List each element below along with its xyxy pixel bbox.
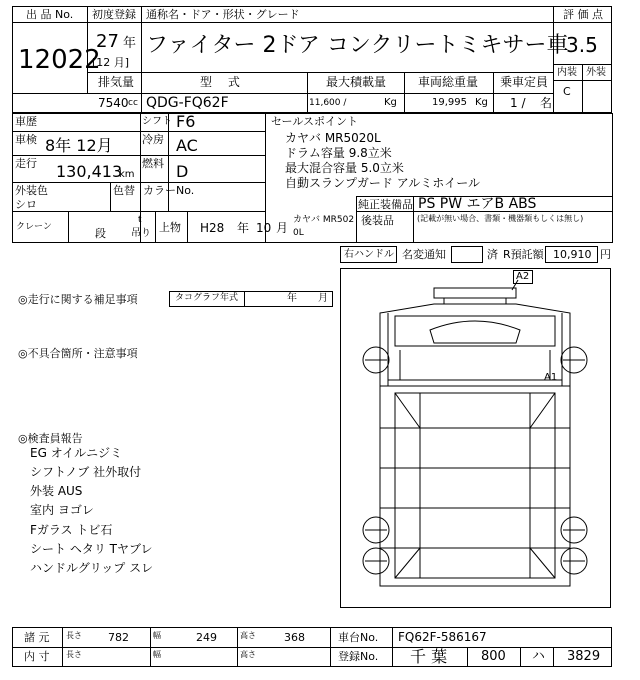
yen-label: 円 xyxy=(600,248,611,261)
sales-point-line: 最大混合容量 5.0立米 xyxy=(285,161,404,175)
lot-number: 12022 xyxy=(18,45,101,75)
inspector-line: 外装 AUS xyxy=(30,484,83,498)
color-label: 外装色 xyxy=(15,184,48,197)
first-reg-month: [12 月] xyxy=(92,56,130,69)
capacity-label: 乗車定員 xyxy=(500,75,549,89)
inspector-line: シフトノブ 社外取付 xyxy=(30,465,142,479)
type-value: QDG-FQ62F xyxy=(146,95,229,111)
body-label: 上物 xyxy=(159,221,181,234)
gross-weight-label: 車両総重量 xyxy=(418,75,479,89)
supplement-label: ◎走行に関する補足事項 xyxy=(18,293,138,306)
score-label: 評 価 点 xyxy=(563,8,603,21)
fuel-label: 燃料 xyxy=(142,157,164,170)
steering-value: 右ハンドル xyxy=(344,249,394,260)
inspection-label: 車検 xyxy=(15,133,37,146)
interior-dims-label: 内 寸 xyxy=(24,650,50,663)
tachograph-label: タコグラフ年式 xyxy=(175,293,239,303)
body-year: H28 xyxy=(200,221,225,235)
lot-label: 出 品 No. xyxy=(26,8,74,21)
model-label: 通称名・ドア・形状・グレード xyxy=(146,8,300,21)
color-no-label: カラーNo. xyxy=(143,184,195,197)
aftermarket-label: 後装品 xyxy=(361,214,394,227)
color-value: シロ xyxy=(15,198,37,211)
chassis-label: 車台No. xyxy=(338,631,379,644)
reg-number: 3829 xyxy=(567,649,601,664)
capacity-unit: 名 xyxy=(540,96,553,110)
crane-t: t xyxy=(138,215,142,225)
fuel-value: D xyxy=(176,162,189,181)
interior-length-label: 長さ xyxy=(66,650,82,659)
max-load-unit: Kg xyxy=(384,97,397,108)
inspection-value: 8年 12月 xyxy=(45,136,113,155)
first-reg-year: 27 xyxy=(96,31,119,52)
inspector-line: シート ヘタリ Tヤブレ xyxy=(30,542,153,556)
aftermarket-note: (記載が無い場合、書類・機器類もしくは無し) xyxy=(417,214,584,223)
marker-a1: A1 xyxy=(544,372,558,383)
body-month-unit: 月 xyxy=(276,221,289,235)
interior-height-label: 高さ xyxy=(240,650,256,659)
body-maker-line2: 0L xyxy=(293,228,304,238)
width-value: 249 xyxy=(196,631,217,644)
dims-label: 諸 元 xyxy=(24,631,50,644)
year-unit: 年 xyxy=(123,36,137,51)
truck-outline-diagram xyxy=(340,268,611,608)
gross-weight-value: 19,995 xyxy=(432,97,467,108)
name-change-label: 名変通知 xyxy=(402,248,446,261)
recycle-amount: 10,910 xyxy=(553,248,592,261)
mileage-value: 130,413 xyxy=(56,162,123,181)
history-label: 車歴 xyxy=(15,115,37,128)
aircon-label: 冷房 xyxy=(142,133,164,146)
sales-point-line: ドラム容量 9.8立米 xyxy=(285,146,392,160)
standard-equipment: PS PW エアB ABS xyxy=(418,196,537,212)
chassis-number: FQ62F-586167 xyxy=(398,630,487,644)
inspector-line: EG オイルニジミ xyxy=(30,446,123,460)
sales-point-line: カヤバ MR5020L xyxy=(285,131,381,145)
sales-point-line: 自動スランプガード アルミホイール xyxy=(285,176,480,190)
length-label: 長さ xyxy=(66,631,82,640)
tachograph-month-unit: 月 xyxy=(318,293,328,304)
type-label: 型 式 xyxy=(200,75,246,89)
length-value: 782 xyxy=(108,631,129,644)
inspector-label: ◎検査員報告 xyxy=(18,432,83,445)
score-value: 3.5 xyxy=(566,33,598,57)
width-label: 幅 xyxy=(153,631,161,640)
reg-label: 登録No. xyxy=(338,650,379,663)
displacement-unit: cc xyxy=(128,98,138,108)
gross-weight-unit: Kg xyxy=(475,97,488,108)
inspector-line: Fガラス トビ石 xyxy=(30,523,113,537)
max-load-value: 11,600 / xyxy=(309,98,347,108)
crane-stage-unit: 段 xyxy=(95,227,106,240)
reg-class: 800 xyxy=(481,649,506,664)
mileage-unit: km xyxy=(119,169,135,180)
model-name: ファイター 2ドア コンクリートミキサー車 xyxy=(146,33,569,58)
sales-points-label: セールスポイント xyxy=(271,115,359,128)
tax-label: 済 xyxy=(487,248,498,261)
marker-a2: A2 xyxy=(516,271,530,282)
crane-lift-unit: 吊り xyxy=(131,228,151,239)
name-change-box xyxy=(451,246,483,263)
shift-label: シフト xyxy=(142,116,172,127)
aircon-value: AC xyxy=(176,136,198,155)
displacement-value: 7540 xyxy=(98,96,129,110)
body-year-unit: 年 xyxy=(237,221,250,235)
height-value: 368 xyxy=(284,631,305,644)
first-reg-label: 初度登録 xyxy=(92,8,136,21)
interior-grade: C xyxy=(563,85,571,98)
capacity-value: 1 / xyxy=(510,96,526,110)
displacement-label: 排気量 xyxy=(98,75,135,89)
inspector-line: ハンドルグリップ スレ xyxy=(30,561,154,575)
tachograph-year-unit: 年 xyxy=(287,293,297,304)
recycle-label: R預託額 xyxy=(503,248,544,261)
body-month: 10 xyxy=(256,221,272,235)
height-label: 高さ xyxy=(240,631,256,640)
inspector-line: 室内 ヨゴレ xyxy=(30,503,94,517)
shift-value: F6 xyxy=(176,112,196,131)
standard-equipment-label: 純正装備品 xyxy=(358,198,413,211)
reg-region: 千 葉 xyxy=(410,647,448,666)
interior-width-label: 幅 xyxy=(153,650,161,659)
interior-label: 内装 xyxy=(557,67,577,78)
crane-label: クレーン xyxy=(16,222,52,232)
mileage-label: 走行 xyxy=(15,157,37,170)
exterior-label: 外装 xyxy=(586,67,606,78)
body-maker: カヤバ MR502 xyxy=(293,215,355,225)
reg-kana: ハ xyxy=(532,649,546,664)
max-load-label: 最大積載量 xyxy=(326,75,387,89)
defects-label: ◎不具合箇所・注意事項 xyxy=(18,347,138,360)
color-code-label: 色替 xyxy=(113,184,135,197)
